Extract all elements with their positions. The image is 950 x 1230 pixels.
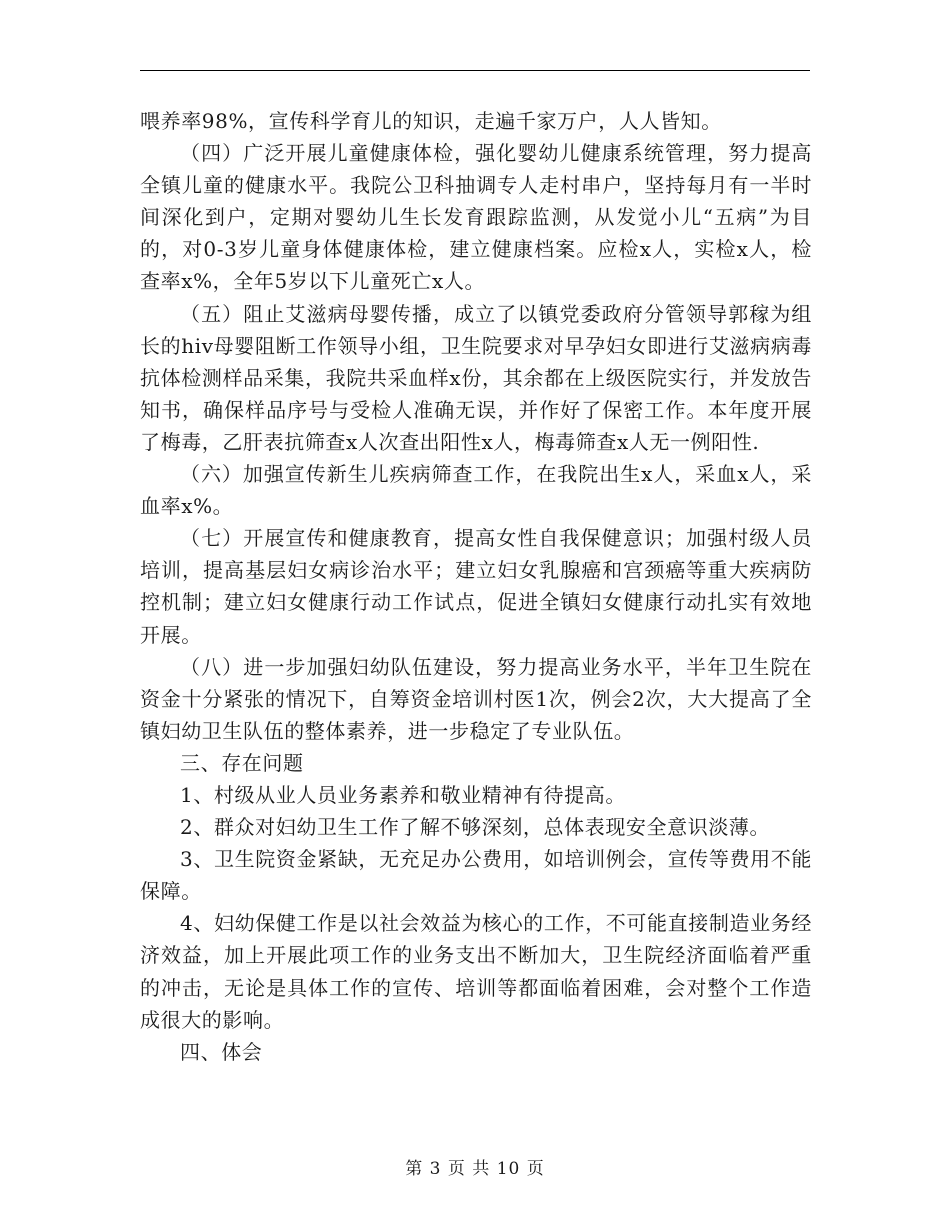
paragraph-team-building: （八）进一步加强妇幼队伍建设，努力提高业务水平，半年卫生院在资金十分紧张的情况下，自筹资金培训村医1次，例会2次，大大提高了全镇妇幼卫生队伍的整体素养，进一步稳定了专业队伍。: [140, 654, 812, 743]
paragraph-child-health-exam: （四）广泛开展儿童健康体检，强化婴幼儿健康系统管理，努力提高全镇儿童的健康水平。我院公卫科抽调专人走村串户，坚持每月有一半时间深化到户，定期对婴幼儿生长发育跟踪监测，从发觉小儿“五病”为目的，对0-3岁儿童身体健康体检，建立健康档案。应检x人，实检x人，检查率x%，全年5岁以下儿童死亡x人。: [140, 141, 812, 294]
page-number-footer: 第 3 页 共 10 页: [405, 1159, 545, 1179]
problem-item-2: 2、群众对妇幼卫生工作了解不够深刻，总体表现安全意识淡薄。: [180, 815, 771, 840]
paragraph-feeding-rate: 喂养率98%，宣传科学育儿的知识，走遍千家万户，人人皆知。: [140, 109, 722, 133]
section-heading-experience: 四、体会: [180, 1039, 263, 1064]
section-heading-problems: 三、存在问题: [180, 750, 304, 775]
header-rule: [140, 70, 810, 71]
paragraph-health-education: （七）开展宣传和健康教育，提高女性自我保健意识；加强村级人员培训，提高基层妇女病诊治水平；建立妇女乳腺癌和宫颈癌等重大疾病防控机制；建立妇女健康行动工作试点，促进全镇妇女健康行动扎实有效地开展。: [140, 526, 812, 647]
paragraph-hiv-prevention: （五）阻止艾滋病母婴传播，成立了以镇党委政府分管领导郭稼为组长的hiv母婴阻断工作领导小组，卫生院要求对早孕妇女即进行艾滋病病毒抗体检测样品采集，我院共采血样x份，其余都在上级医院实行，并发放告知书，确保样品序号与受检人准确无误，并作好了保密工作。本年度开展了梅毒，乙肝表抗筛查x人次查出阳性x人，梅毒筛查x人无一例阳性.: [140, 301, 812, 454]
document-body: [140, 105, 812, 1068]
paragraph-newborn-screening: （六）加强宣传新生儿疾病筛查工作，在我院出生x人，采血x人，采血率x%。: [140, 462, 812, 519]
problem-item-1: 1、村级从业人员业务素养和敬业精神有待提高。: [180, 782, 626, 807]
problem-item-3: 3、卫生院资金紧缺，无充足办公费用，如培训例会，宣传等费用不能保障。: [140, 847, 812, 904]
problem-item-4: 4、妇幼保健工作是以社会效益为核心的工作，不可能直接制造业务经济效益，加上开展此项工作的业务支出不断加大，卫生院经济面临着严重的冲击，无论是具体工作的宣传、培训等都面临着困难，会对整个工作造成很大的影响。: [140, 911, 812, 1032]
